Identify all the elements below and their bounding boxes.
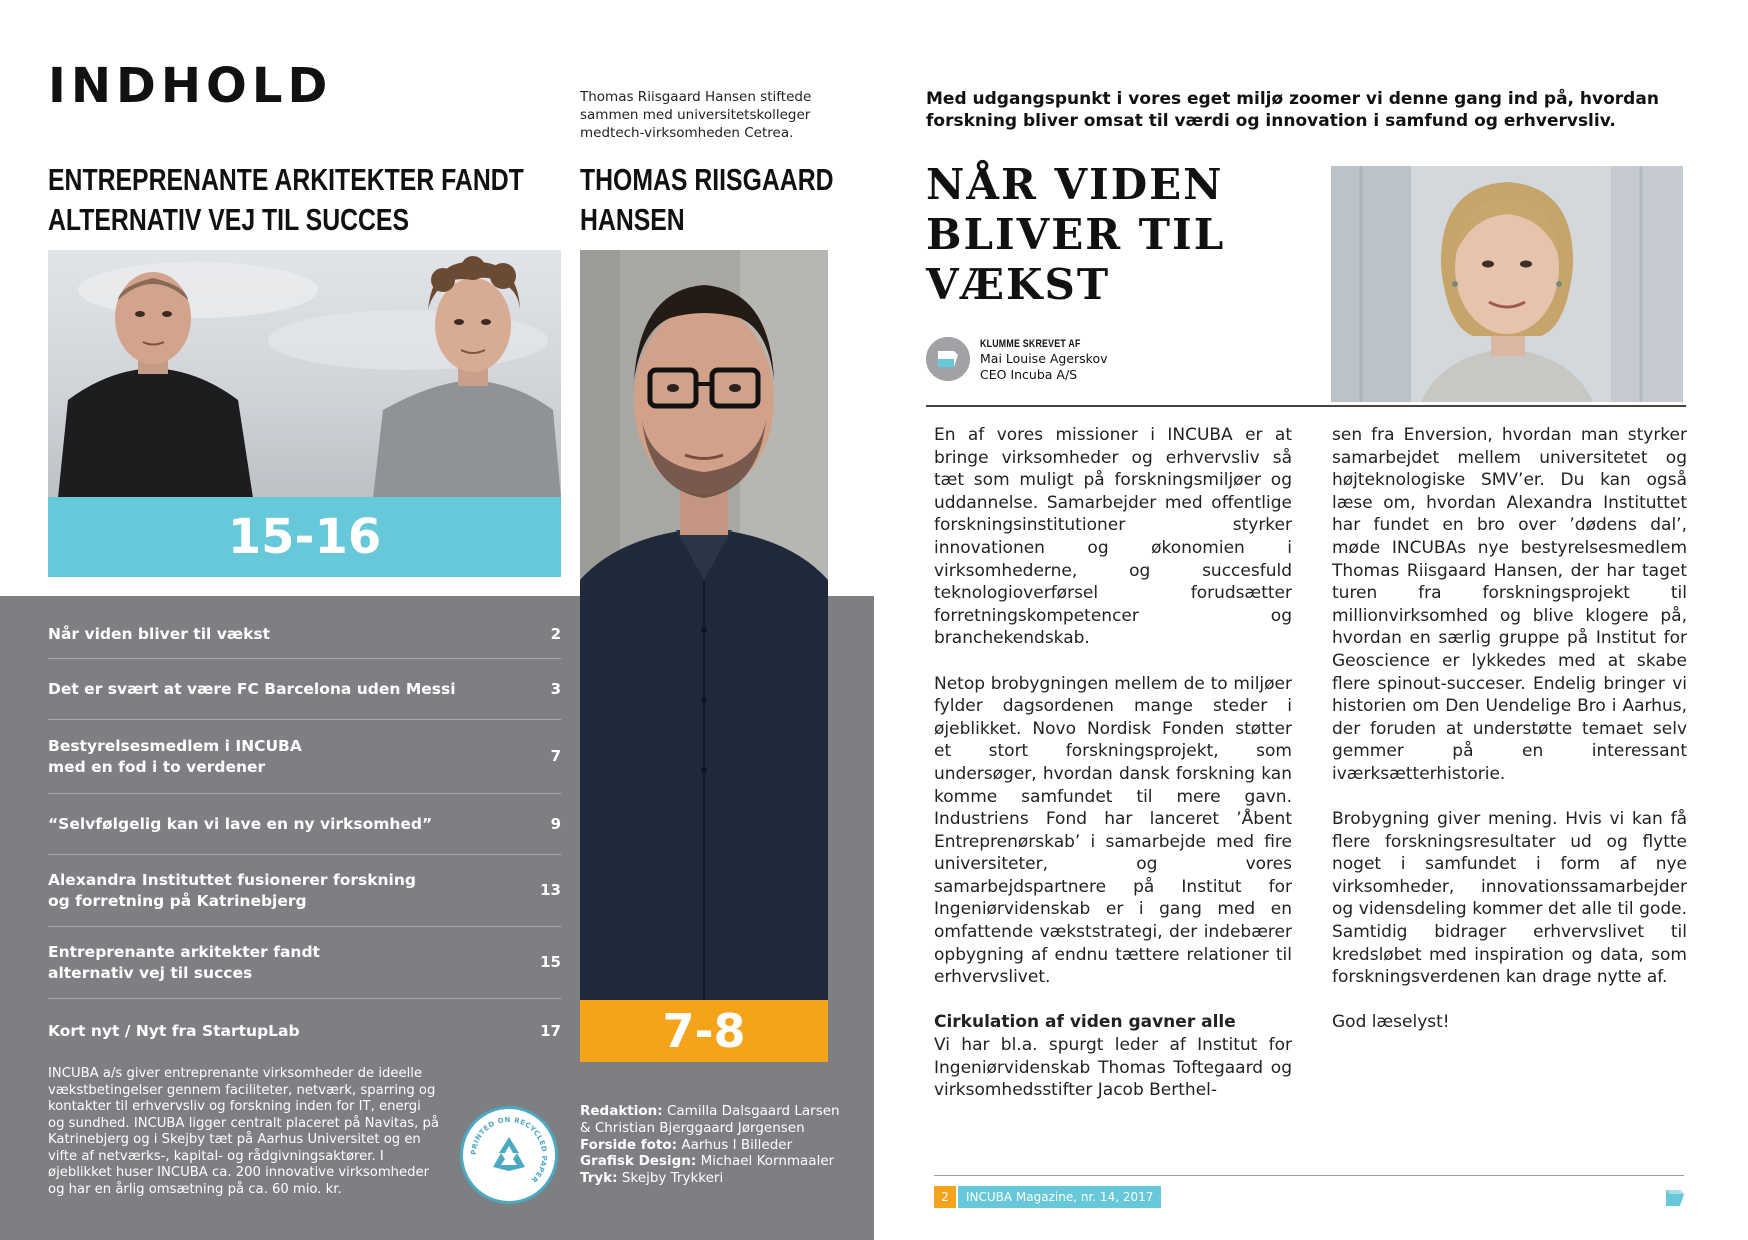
byline-label: KLUMME SKREVET AF — [980, 338, 1081, 350]
footer-magazine-name: INCUBA Magazine, nr. 14, 2017 — [958, 1186, 1161, 1208]
toc-item-title: “Selvfølgelig kan vi lave en ny virksomhed” — [48, 814, 433, 833]
toc-item-page: 15 — [540, 953, 561, 971]
magazine-credits: Redaktion: Camilla Dalsgaard Larsen & Christian Bjerggaard Jørgensen Forside foto: Aarhus I Billeder Grafisk Design: Michael Kornmaaler Tryk: Skejby Trykkeri — [580, 1103, 840, 1187]
feature-title-architects: ENTREPRENANTE ARKITEKTER FANDT ALTERNATIV VEJ TIL SUCCES — [48, 162, 524, 237]
page-range-badge-15-16: 15-16 — [48, 497, 561, 577]
article-paragraph: sen fra Enversion, hvordan man styrker samarbejdet mellem universitetet og højteknologiske SMV’er. Du kan også læse om, hvordan Alexandra Instituttet har fundet en bro over ’dødens dal’, møde INCUBAs nye bestyrelsesmedlem Thomas Riisgaard Hansen, der har taget turen fra forskningsprojekt til millionvirksomhed og blive klogere på, hvordan en særlig gruppe på Institut for Geoscience er lykkedes med at skabe flere spinout-succeser. Endelig bringer vi historien om Den Uendelige Bro i Aarhus, der foruden at understøtte temaet selv gemmer på en interessant iværksætterhistorie. — [1332, 425, 1687, 784]
toc-item-title: Bestyrelsesmedlem i INCUBA med en fod i to verdener — [48, 736, 302, 776]
toc-item-page: 2 — [550, 624, 561, 643]
toc-item-title: Det er svært at være FC Barcelona uden Messi — [48, 679, 456, 698]
thomas-portrait-photo — [580, 250, 828, 1000]
toc-item[interactable] — [48, 720, 561, 794]
article-column-1 — [934, 424, 1292, 1124]
article-subheading: Cirkulation af viden gavner alle — [934, 1012, 1236, 1033]
toc-item[interactable] — [48, 794, 561, 855]
author-portrait-photo — [1331, 166, 1683, 402]
byline-name: Mai Louise Agerskov — [980, 351, 1108, 366]
architects-photo — [48, 250, 561, 498]
svg-text:PRINTED ON RECYCLED PAPER — [470, 1116, 548, 1184]
toc-item-title: Alexandra Instituttet fusionerer forskning og forretning på Katrinebjerg — [48, 870, 416, 910]
toc-item-page: 17 — [540, 1021, 561, 1040]
toc-item-page: 13 — [540, 881, 561, 899]
toc-item-title: Entreprenante arkitekter fandt alternativ vej til succes — [48, 942, 320, 982]
article-column-2 — [1332, 424, 1687, 1057]
author-byline — [980, 337, 1108, 383]
toc-item-page: 9 — [550, 814, 561, 833]
recycled-paper-seal — [460, 1106, 558, 1204]
recycle-seal-text: PRINTED ON RECYCLED PAPER — [469, 1115, 549, 1185]
footer-page-number: 2 — [934, 1186, 956, 1208]
feature-caption-thomas: Thomas Riisgaard Hansen stiftede sammen med universitetskolleger medtech-virksomheden Cetrea. — [580, 89, 812, 141]
byline-role: CEO Incuba A/S — [980, 367, 1078, 382]
article-paragraph: Brobygning giver mening. Hvis vi kan få flere forskningsresultater ud og flytte noget i samfundet i form af nye virksomheder, innovationssamarbejder og vidensdeling kommer det alle til gode. Samtidig bidrager erhvervslivet til kredsløbet med inspiration og data, som forskningsverdenen kan drage nytte af. — [1332, 809, 1687, 988]
page-range-badge-7-8: 7-8 — [580, 1000, 828, 1062]
article-paragraph: En af vores missioner i INCUBA er at bringe virksomheder og erhvervsliv så tæt som muligt på forskningsmiljøer og uddannelse. Samarbejder med offentlige forskningsinstitutioner styrker innovationen og økonomien i virksomhederne, og succesfuld teknologioverførsel forudsætter forretningskompetencer og branchekendskab. — [934, 425, 1292, 649]
toc-item-title: Når viden bliver til vækst — [48, 624, 271, 643]
article-paragraph: Vi har bl.a. spurgt leder af Institut for Ingeniørvidenskab Thomas Toftegaard og virksomhedsstifter Jacob Berthel- — [934, 1035, 1292, 1101]
incuba-about-text: INCUBA a/s giver entreprenante virksomheder de ideelle vækstbetingelser gennem faciliteter, netværk, sparring og kontakter til erhvervsliv og forskning inden for IT, energi og sundhed. INCUBA ligger centralt placeret på Navitas, på Katrinebjerg og i Skejby tæt på Aarhus Universitet og en vifte af netværks-, kapital- og rådgivningsaktører. I øjeblikket huser INCUBA ca. 200 innovative virksomheder og har en årlig omsætning på ca. 60 mio. kr. — [48, 1066, 440, 1197]
article-paragraph: God læselyst! — [1332, 1012, 1450, 1033]
recycle-icon — [493, 1137, 525, 1171]
page-heading: INDHOLD — [48, 58, 333, 114]
toc-item-page: 7 — [550, 747, 561, 765]
editorial-headline: NÅR VIDEN BLIVER TIL VÆKST — [926, 160, 1226, 309]
divider — [926, 405, 1686, 407]
toc-item-title: Kort nyt / Nyt fra StartupLab — [48, 1021, 300, 1040]
toc-item[interactable] — [48, 927, 561, 999]
toc-item[interactable] — [48, 855, 561, 927]
toc-item-page: 3 — [550, 679, 561, 698]
incuba-logo-icon — [1664, 1186, 1686, 1208]
editorial-intro: Med udgangspunkt i vores eget miljø zoomer vi denne gang ind på, hvordan forskning bliver omsat til værdi og innovation i samfund og erhvervsliv. — [926, 89, 1659, 131]
toc-item[interactable] — [48, 659, 561, 720]
toc-item[interactable] — [48, 999, 561, 1063]
footer-divider — [934, 1175, 1684, 1176]
toc-item[interactable] — [48, 596, 561, 659]
feature-title-thomas: THOMAS RIISGAARD HANSEN — [580, 162, 834, 237]
article-paragraph: Netop brobygningen mellem de to miljøer fylder dagsordenen mange steder i øjeblikket. Novo Nordisk Fonden støtter et stort forskningsprojekt, som undersøger, hvordan dansk forskning kan komme samfundet til mere gavn. Industriens Fond har lanceret ’Åbent Entreprenørskab’ i samarbejde med fire universiteter, og vores samarbejdspartnere på Institut for Ingeniørvidenskab er i gang med en omfattende vækststrategi, der indebærer opbygning af endnu tættere relationer til erhvervslivet. — [934, 673, 1292, 988]
table-of-contents — [48, 596, 561, 1063]
author-avatar-icon — [926, 337, 970, 381]
